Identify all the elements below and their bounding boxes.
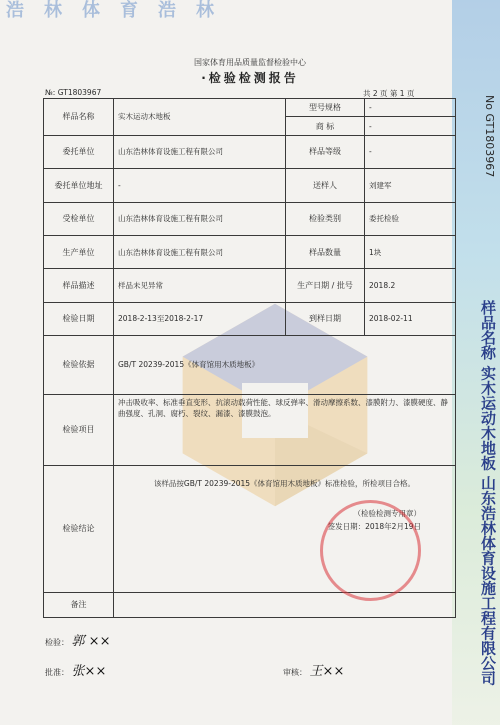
arrival-date-value: 2018-02-11 <box>365 302 456 335</box>
arrival-date-label: 到样日期 <box>286 302 365 335</box>
model-value: - <box>365 99 456 117</box>
basis-value: GB/T 20239-2015《体育馆用木质地板》 <box>114 335 456 394</box>
remark-label: 备注 <box>44 592 114 617</box>
description-label: 样品描述 <box>44 269 114 302</box>
conclusion-label: 检验结论 <box>44 466 114 593</box>
sample-name-label: 样品名称 <box>44 99 114 136</box>
reviewer-label: 审核： <box>283 668 307 677</box>
items-value: 冲击吸收率、标准垂直变形、抗滚动载荷性能、球反弹率、滑动摩擦系数、漆膜附力、漆膜硬度、静曲强度、孔洞、腐朽、裂纹、漏漆、漆膜鼓泡。 <box>114 394 456 465</box>
tester-signature <box>45 630 110 649</box>
grade-value: - <box>365 135 456 168</box>
producer-value: 山东浩林体育设施工程有限公司 <box>114 235 286 268</box>
production-date-value: 2018.2 <box>365 269 456 302</box>
red-seal-stamp <box>320 500 421 601</box>
conclusion-text: 该样品按GB/T 20239-2015《体育馆用木质地板》标准检验，所检项目合格。 <box>153 479 416 488</box>
header-banner: 浩林体育浩林 <box>6 0 234 21</box>
quantity-value: 1块 <box>365 235 456 268</box>
quantity-label: 样品数量 <box>286 235 365 268</box>
org-name: 国家体育用品质量监督检验中心 <box>194 58 306 67</box>
approver-sig: 张×× <box>71 664 107 679</box>
reviewer-signature <box>283 660 344 679</box>
inspected-unit-label: 受检单位 <box>44 202 114 235</box>
basis-label: 检验依据 <box>44 335 114 394</box>
approver-signature <box>45 660 106 679</box>
client-address-label: 委托单位地址 <box>44 169 114 202</box>
report-number: №: GT1803967 <box>45 88 102 97</box>
page-info: 共 2 页 第 1 页 <box>363 89 415 98</box>
tester-sig: 郭 ×× <box>71 634 111 649</box>
inspection-date-label: 检验日期 <box>44 302 114 335</box>
inspection-date-value: 2018-2-13至2018-2-17 <box>114 302 286 335</box>
inspection-type-label: 检验类别 <box>286 202 365 235</box>
model-label: 型号规格 <box>286 99 365 117</box>
items-label: 检验项目 <box>44 394 114 465</box>
producer-label: 生产单位 <box>44 235 114 268</box>
grade-label: 样品等级 <box>286 135 365 168</box>
side-vertical-text: 样品名称 实木运动木地板 山东浩林体育设施工程有限公司 <box>479 300 497 686</box>
stamp-caption: （检验检测专用章） <box>353 509 421 518</box>
sender-label: 送样人 <box>286 169 365 202</box>
description-value: 样品未见异常 <box>114 269 286 302</box>
client-value: 山东浩林体育设施工程有限公司 <box>114 135 286 168</box>
client-address-value: - <box>114 169 286 202</box>
client-label: 委托单位 <box>44 135 114 168</box>
brand-value: - <box>365 117 456 135</box>
remark-value <box>114 592 456 617</box>
brand-label: 商 标 <box>286 117 365 135</box>
issue-date: 签发日期：2018年2月19日 <box>327 522 421 531</box>
side-report-no: No GT1803967 <box>483 95 496 178</box>
inspected-unit-value: 山东浩林体育设施工程有限公司 <box>114 202 286 235</box>
production-date-label: 生产日期 / 批号 <box>286 269 365 302</box>
sample-name-value: 实木运动木地板 <box>114 99 286 136</box>
approver-label: 批准： <box>45 668 69 677</box>
sender-value: 刘建军 <box>365 169 456 202</box>
reviewer-sig: 王×× <box>309 664 345 679</box>
tester-label: 检验： <box>45 638 69 647</box>
inspection-type-value: 委托检验 <box>365 202 456 235</box>
report-title: ·检验检测报告 <box>201 71 299 85</box>
